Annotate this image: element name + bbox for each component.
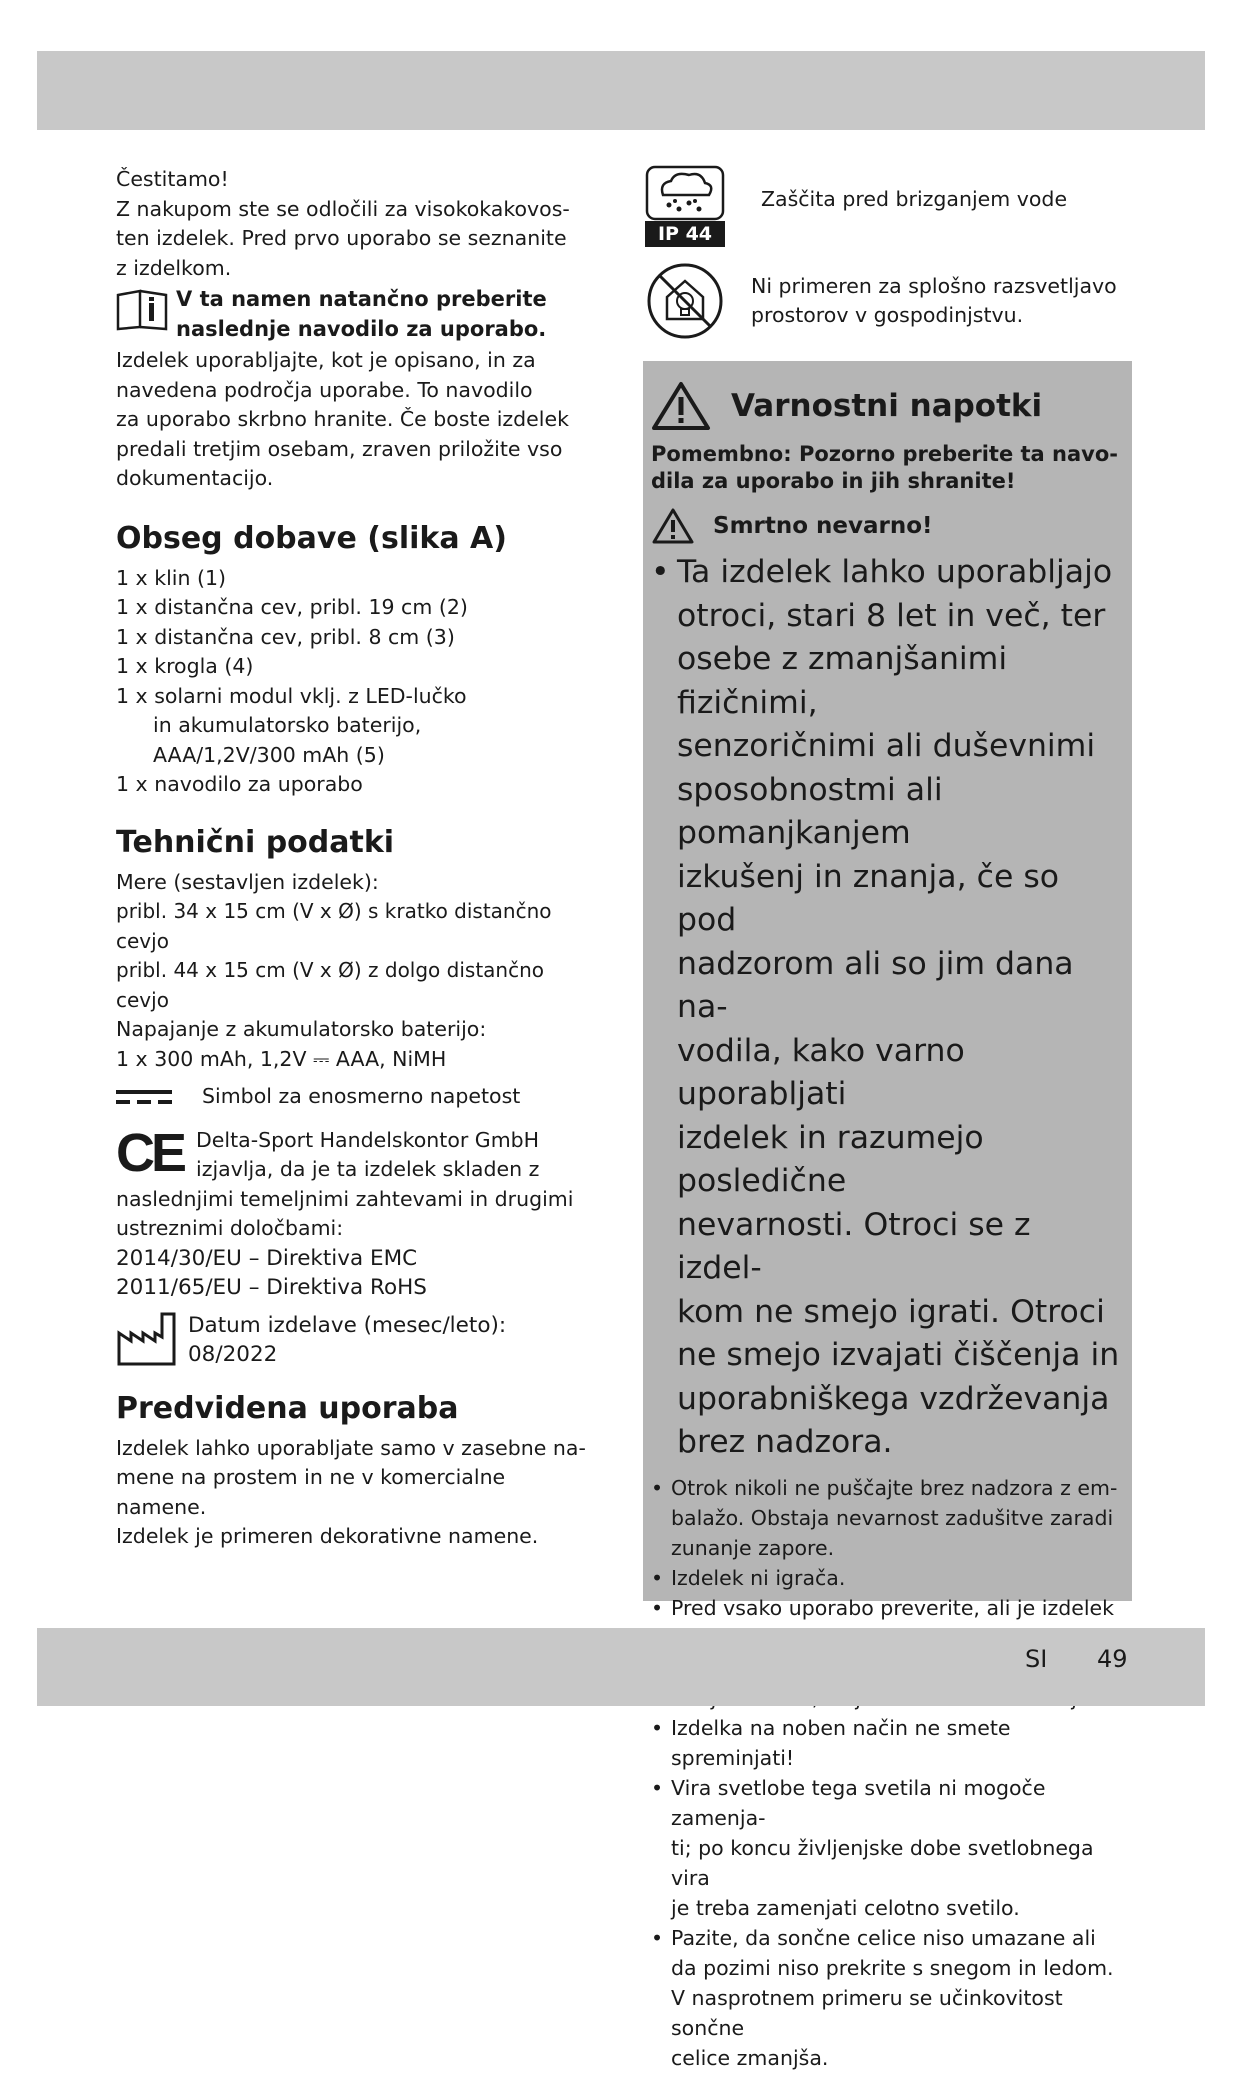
scope-item: 1 x krogla (4) — [116, 654, 254, 678]
usage-line: mene na prostem in ne v komercialne namene. — [116, 1465, 506, 1519]
right-column-icons — [645, 165, 1130, 341]
ip44-label: IP 44 — [645, 221, 725, 247]
intro-body-line: predali tretjim osebam, zraven priložite vso — [116, 436, 563, 461]
ip44-icon — [645, 165, 725, 247]
dc-voltage-icon — [116, 1087, 172, 1107]
bullet-line: balažo. Obstaja nevarnost zadušitve zaradi — [671, 1505, 1114, 1530]
safety-important-line: Pomembno: Pozorno preberite ta navo- — [651, 442, 1118, 466]
big-line: nadzorom ali so jim dana na- — [677, 945, 1074, 1025]
scope-item-cont: AAA/1,2V/300 mAh (5) — [153, 742, 385, 767]
usage-line: Izdelek je primeren dekorativne namene. — [116, 1524, 539, 1548]
directive: 2011/65/EU – Direktiva RoHS — [116, 1275, 427, 1300]
intro-body-line: za uporabo skrbno hranite. Če boste izdelek — [116, 407, 569, 431]
read-manual-notice — [116, 285, 596, 344]
intro-line: z izdelkom. — [116, 255, 232, 280]
ip44-row — [645, 165, 1130, 247]
ip44-text: Zaščita pred brizganjem vode — [761, 187, 1068, 212]
bullet-line: da pozimi niso prekrite s snegom in ledom. — [671, 1955, 1114, 1980]
big-line: Ta izdelek lahko uporabljajo — [677, 554, 1113, 590]
manufacture-label: Datum izdelave (mesec/leto): — [188, 1312, 507, 1338]
bullet-item: • Otrok nikoli ne puščajte brez nadzora z em- balažo. Obstaja nevarnost zadušitve zaradi zunanje zapore. — [651, 1473, 1124, 1563]
bullet-item: • Vira svetlobe tega svetila ni mogoče zamenja- ti; po koncu življenjske dobe svetlobnega vira je treba zamenjati celotno svetilo. — [651, 1773, 1124, 1923]
big-line: izdelek in razumejo posledične — [677, 1119, 984, 1199]
intro-body-line: navedena področja uporabe. To navodilo — [116, 377, 533, 402]
page-number: 49 — [1097, 1645, 1128, 1673]
bullet-line: ti; po koncu življenjske dobe svetlobnega vira — [671, 1835, 1094, 1890]
big-line: brez nadzora. — [677, 1424, 893, 1460]
ce-line: Delta-Sport Handelskontor GmbH — [196, 1127, 540, 1152]
dc-symbol-row — [116, 1082, 596, 1112]
ce-line: izjavlja, da je ta izdelek skladen z — [196, 1157, 540, 1181]
not-household-lighting-icon — [645, 261, 725, 341]
footer-language: SI — [1025, 1645, 1048, 1673]
safety-title: Varnostni napotki — [731, 388, 1043, 424]
bullet-item: • Pazite, da sončne celice niso umazane ali da pozimi niso prekrite s snegom in ledom. V nasprotnem primeru se učinkovitost sončne celice zmanjša. — [651, 1923, 1124, 2073]
big-line: uporabniškega vzdrževanja — [677, 1380, 1110, 1417]
bullet-dot: • — [651, 554, 670, 590]
big-line: vodila, kako varno uporabljati — [677, 1032, 965, 1112]
scope-heading: Obseg dobave (slika A) — [116, 520, 507, 556]
bullet-line: Vira svetlobe tega svetila ni mogoče zamenja- — [671, 1775, 1046, 1830]
household-line: prostorov v gospodinjstvu. — [751, 303, 1024, 327]
bullet-line: Pred vsako uporabo preverite, ali je izdelek — [671, 1595, 1115, 1620]
bullet-line: Izdelka na noben način ne smete spreminjati! — [671, 1715, 1011, 1770]
ce-line: ustreznimi določbami: — [116, 1216, 344, 1240]
danger-row — [651, 507, 1124, 545]
intro-body-line: dokumentacijo. — [116, 466, 274, 490]
bullet-item: • Izdelka na noben način ne smete spreminjati! — [651, 1713, 1124, 1773]
ce-line: naslednjimi temeljnimi zahtevami in drugimi — [116, 1186, 574, 1211]
big-line: osebe z zmanjšanimi fizičnimi, — [677, 641, 1008, 721]
ce-row — [116, 1122, 596, 1185]
safety-important — [651, 441, 1124, 495]
usage-heading: Predvidena uporaba — [116, 1390, 459, 1426]
bullet-line: celice zmanjša. — [671, 2045, 829, 2070]
big-warning — [651, 551, 1124, 1465]
tech-heading: Tehnični podatki — [116, 824, 395, 860]
tech-line: pribl. 34 x 15 cm (V x Ø) s kratko distančno cevjo — [116, 899, 552, 953]
usage-line: Izdelek lahko uporabljate samo v zasebne na- — [116, 1435, 586, 1460]
big-line: senzoričnimi ali duševnimi — [677, 728, 1096, 764]
notice-line: V ta namen natančno preberite — [176, 287, 547, 311]
danger-triangle-icon — [651, 507, 695, 545]
bullet-item: • Izdelek ni igrača. — [651, 1563, 1124, 1593]
notice-line: naslednje navodilo za uporabo. — [176, 316, 547, 341]
rain-cloud-icon — [645, 165, 725, 221]
big-line: izkušenj in znanja, če so pod — [677, 858, 1060, 938]
header-band — [37, 51, 1205, 130]
safety-title-row — [651, 381, 1124, 431]
manufacture-date: 08/2022 — [188, 1342, 278, 1367]
tech-line: Napajanje z akumulatorsko baterijo: — [116, 1017, 487, 1041]
intro-greeting: Čestitamo! — [116, 167, 229, 191]
open-book-info-icon — [116, 289, 168, 331]
scope-item: 1 x navodilo za uporabo — [116, 772, 363, 796]
bullet-line: Izdelek ni igrača. — [671, 1565, 846, 1590]
intro-line: Z nakupom ste se odločili za visokokakovos- — [116, 196, 570, 221]
household-row — [645, 261, 1130, 341]
big-line: nevarnosti. Otroci se z izdel- — [677, 1206, 1031, 1286]
big-line: otroci, stari 8 let in več, ter — [677, 597, 1106, 634]
big-line: ne smejo izvajati čiščenja in — [677, 1337, 1120, 1373]
bullet-line: V nasprotnem primeru se učinkovitost sončne — [671, 1985, 1063, 2040]
directive: 2014/30/EU – Direktiva EMC — [116, 1245, 418, 1271]
small-bullets — [651, 1473, 1124, 2073]
dc-symbol-label: Simbol za enosmerno napetost — [202, 1084, 521, 1108]
safety-important-line: dila za uporabo in jih shranite! — [651, 469, 1016, 493]
big-line: sposobnostmi ali pomanjkanjem — [677, 771, 943, 851]
scope-item: 1 x distančna cev, pribl. 8 cm (3) — [116, 624, 455, 649]
danger-label: Smrtno nevarno! — [713, 513, 933, 539]
bullet-line: je treba zamenjati celotno svetilo. — [671, 1895, 1020, 1920]
tech-line: 1 x 300 mAh, 1,2V ⎓ AAA, NiMH — [116, 1046, 447, 1071]
big-line: kom ne smejo igrati. Otroci — [677, 1293, 1105, 1330]
bullet-item: • Pred vsako uporabo preverite, ali je izdelek — [651, 1593, 1124, 1713]
tech-line: Mere (sestavljen izdelek): — [116, 869, 379, 894]
bullet-line: Otrok nikoli ne puščajte brez nadzora z em- — [671, 1475, 1118, 1500]
intro-body-line: Izdelek uporabljajte, kot je opisano, in za — [116, 348, 536, 372]
scope-item-cont: in akumulatorsko baterijo, — [153, 713, 422, 737]
bullet-line: zunanje zapore. — [671, 1535, 835, 1560]
manufacture-row — [116, 1311, 596, 1370]
scope-item: 1 x klin (1) — [116, 565, 227, 590]
bullet-line: Pazite, da sončne celice niso umazane ali — [671, 1925, 1096, 1950]
household-line: Ni primeren za splošno razsvetljavo — [751, 273, 1117, 298]
factory-icon — [116, 1311, 178, 1367]
intro-line: ten izdelek. Pred prvo uporabo se seznanite — [116, 226, 567, 250]
tech-line: pribl. 44 x 15 cm (V x Ø) z dolgo distančno cevjo — [116, 958, 545, 1012]
left-column — [116, 165, 596, 1552]
ce-mark-icon: CE — [116, 1122, 184, 1183]
scope-item: 1 x solarni modul vklj. z LED-lučko — [116, 683, 467, 708]
scope-item: 1 x distančna cev, pribl. 19 cm (2) — [116, 595, 468, 619]
warning-triangle-icon — [651, 381, 711, 431]
